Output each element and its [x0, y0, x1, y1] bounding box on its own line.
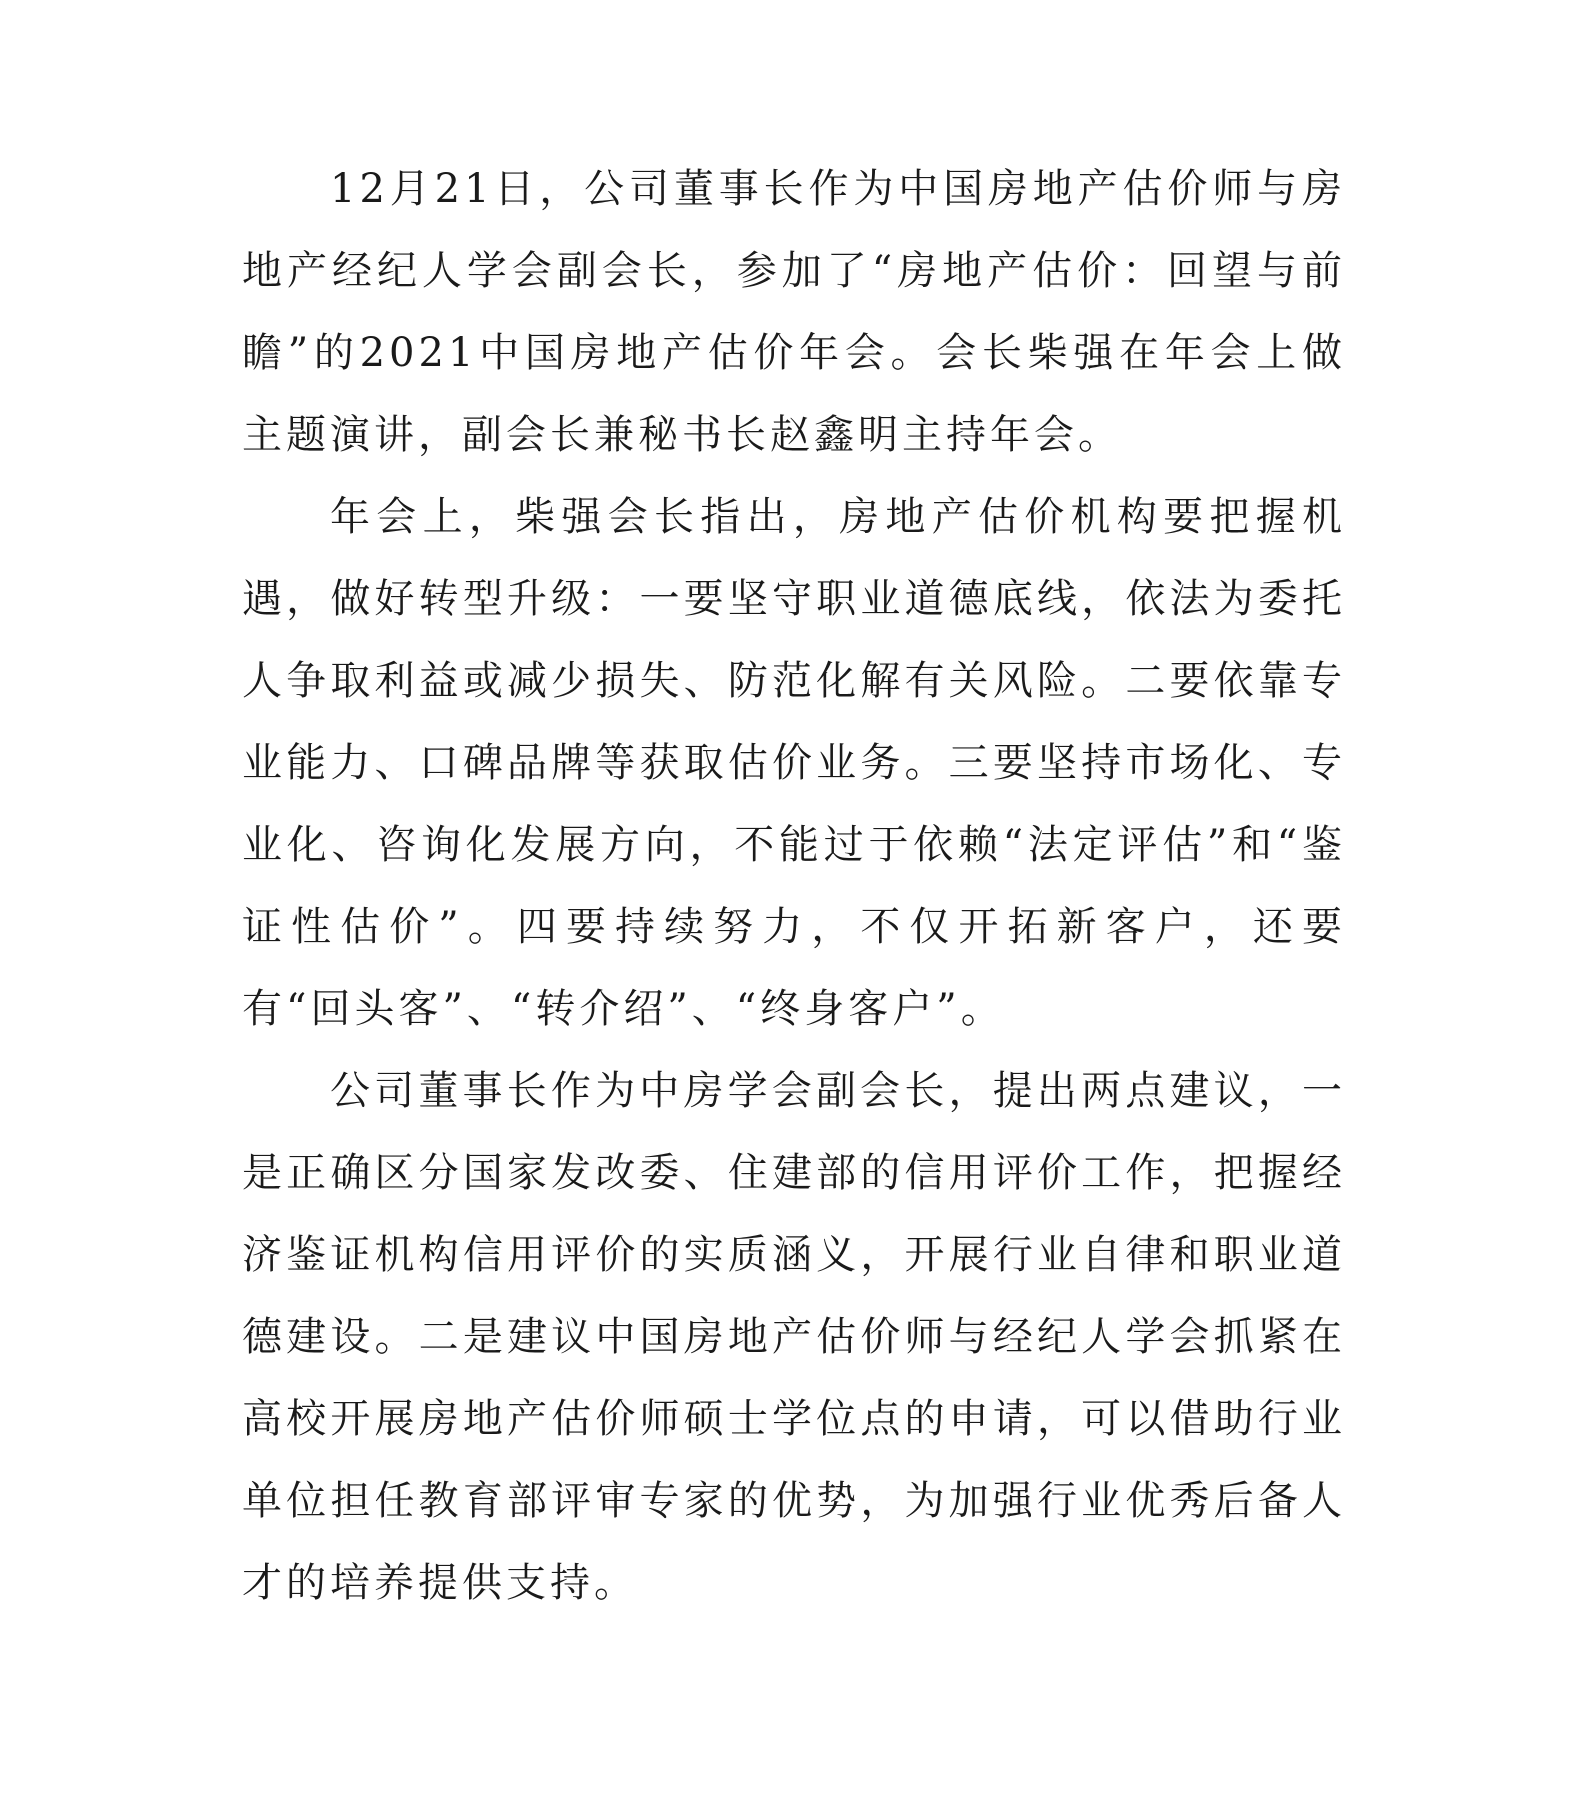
document-body [242, 148, 1346, 1624]
paragraph-chairman-suggestions: 公司董事长作为中房学会副会长，提出两点建议，一是正确区分国家发改委、住建部的信用评价工作，把握经济鉴证机构信用评价的实质涵义，开展行业自律和职业道德建设。二是建议中国房地产估价师与经纪人学会抓紧在高校开展房地产估价师硕士学位点的申请，可以借助行业单位担任教育部评审专家的优势，为加强行业优秀后备人才的培养提供支持。 [242, 1068, 1346, 1606]
paragraph-president-remarks: 年会上，柴强会长指出，房地产估价机构要把握机遇，做好转型升级：一要坚守职业道德底线，依法为委托人争取利益或减少损失、防范化解有关风险。二要依靠专业能力、口碑品牌等获取估价业务。三要坚持市场化、专业化、咨询化发展方向，不能过于依赖“法定评估”和“鉴证性估价”。四要持续努力，不仅开拓新客户，还要有“回头客”、“转介绍”、“终身客户”。 [242, 494, 1346, 1032]
paragraph-annual-meeting: 12月21日，公司董事长作为中国房地产估价师与房地产经纪人学会副会长，参加了“房地产估价：回望与前瞻”的2021中国房地产估价年会。会长柴强在年会上做主题演讲，副会长兼秘书长赵鑫明主持年会。 [242, 166, 1346, 458]
